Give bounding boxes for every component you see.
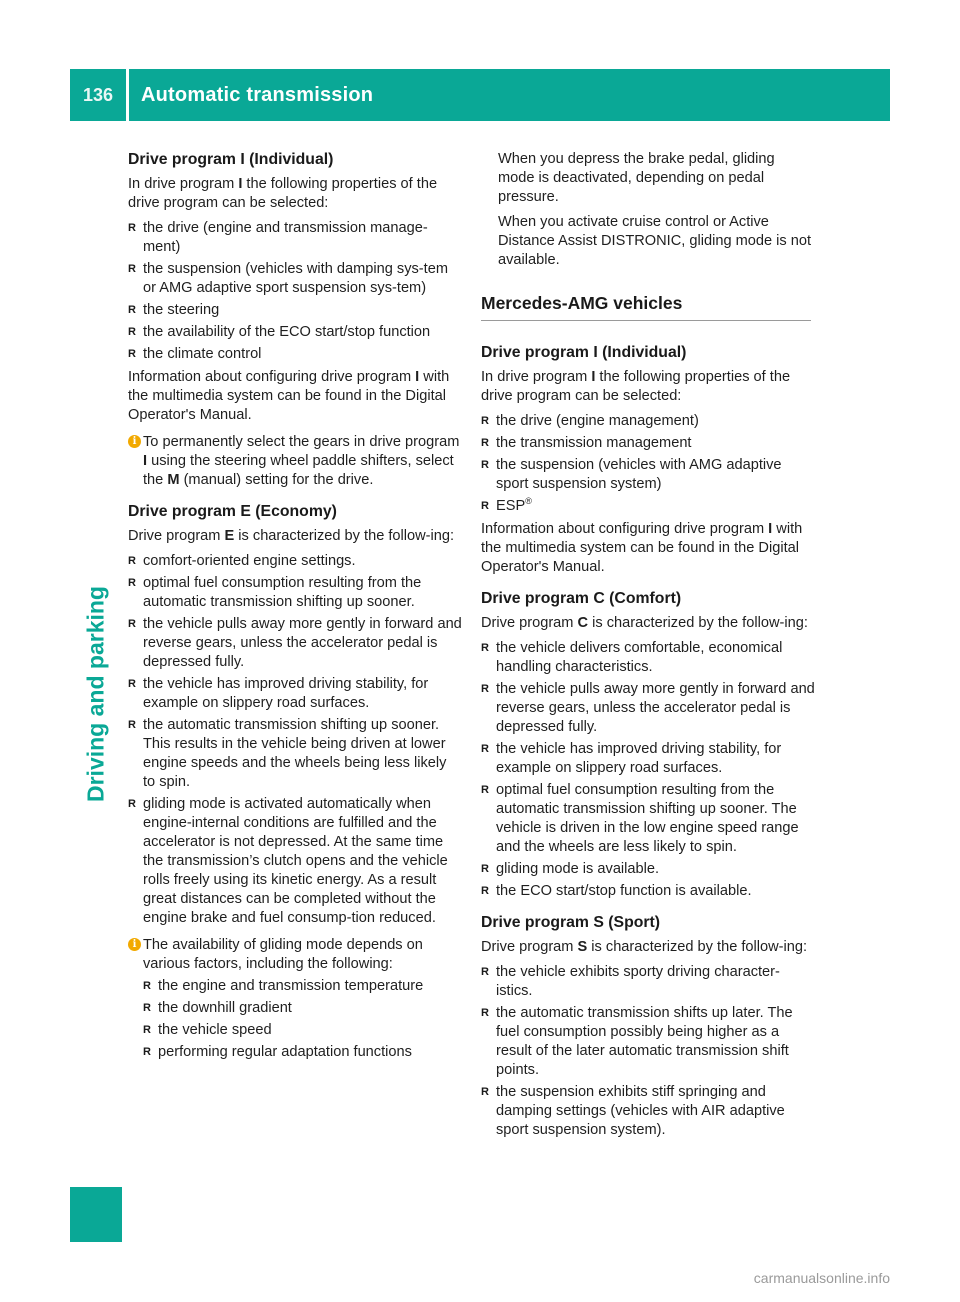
bullet-list (128, 552, 462, 928)
right-column (481, 150, 815, 1144)
page-header (70, 69, 890, 121)
list-item: R the downhill gradient (143, 1000, 292, 1016)
list-item: R gliding mode is available. (481, 861, 660, 877)
list-item: R the suspension (vehicles with AMG adaptive sport suspension system) (481, 457, 782, 492)
continuation-paragraph: When you activate cruise control or Active Distance Assist DISTRONIC, gliding mode is not available. (498, 214, 812, 268)
bullet-list (481, 639, 815, 901)
page-number: 136 (82, 84, 114, 105)
section-intro: Drive program C is characterized by the follow-ing: (481, 615, 808, 631)
watermark: carmanualsonline.info (753, 1270, 890, 1286)
section-comfort (481, 589, 815, 901)
list-item: R the vehicle pulls away more gently in forward and reverse gears, unless the accelerator pedal is depressed fully. (481, 681, 815, 735)
section-intro: Drive program E is characterized by the follow-ing: (128, 528, 455, 544)
section-economy (128, 502, 462, 1062)
continuation-paragraph: When you depress the brake pedal, gliding mode is deactivated, depending on pedal pressure. (498, 151, 775, 205)
list-item: R the drive (engine and transmission manage-ment) (128, 220, 428, 255)
section-title-amg: Mercedes-AMG vehicles (481, 292, 811, 321)
info-icon: i (128, 938, 141, 951)
section-heading: Drive program E (Economy) (128, 503, 337, 520)
left-column (128, 150, 462, 1068)
section-intro: In drive program I the following properties of the drive program can be selected: (481, 369, 791, 404)
list-item: R ESP® (481, 496, 532, 514)
list-item: R the vehicle speed (143, 1022, 272, 1038)
info-paragraph: Information about configuring drive program I with the multimedia system can be found in the Digital Operator's Manual. (128, 369, 450, 423)
section-heading: Drive program I (Individual) (481, 344, 687, 361)
section-heading: Drive program C (Comfort) (481, 590, 682, 607)
list-item: R the vehicle has improved driving stability, for example on slippery road surfaces. (128, 676, 429, 711)
list-item: R the ECO start/stop function is available. (481, 883, 752, 899)
section-heading: Drive program I (Individual) (128, 151, 334, 168)
list-item: R the climate control (128, 346, 262, 362)
list-item: R the suspension exhibits stiff springing and damping settings (vehicles with AIR adaptive sport suspension system). (481, 1084, 785, 1138)
list-item: R performing regular adaptation functions (143, 1044, 412, 1060)
gliding-continuation (481, 150, 815, 270)
info-note: i The availability of gliding mode depends on various factors, including the following: R the engine and transmission temperature R the downhill gradient R the vehicle speed R performing regular adaptation functions (128, 936, 462, 1062)
list-item: R the vehicle pulls away more gently in forward and reverse gears, unless the accelerator pedal is depressed fully. (128, 616, 462, 670)
bullet-list (481, 963, 815, 1140)
chapter-tab-label: Driving and parking (82, 586, 109, 802)
list-item: R the vehicle exhibits sporty driving character-istics. (481, 964, 780, 999)
list-item: R the drive (engine management) (481, 413, 699, 429)
section-sport (481, 913, 815, 1140)
list-item: R the availability of the ECO start/stop function (128, 324, 431, 340)
page-title: Automatic transmission (141, 83, 374, 106)
info-paragraph: Information about configuring drive program I with the multimedia system can be found in the Digital Operator's Manual. (481, 521, 803, 575)
list-item: R the steering (128, 302, 220, 318)
section-amg-individual (481, 343, 815, 577)
info-note: i To permanently select the gears in drive program I using the steering wheel paddle shifters, select the M (manual) setting for the drive. (128, 433, 462, 490)
sub-bullet-list (143, 977, 462, 1062)
section-heading: Drive program S (Sport) (481, 914, 661, 931)
bullet-list (481, 412, 815, 516)
section-intro: Drive program S is characterized by the follow-ing: (481, 939, 808, 955)
chapter-tab-marker (70, 1187, 122, 1242)
list-item: R optimal fuel consumption resulting from the automatic transmission shifting up sooner. (128, 575, 422, 610)
list-item: R optimal fuel consumption resulting from the automatic transmission shifting up sooner. The vehicle is driven in the low engine speed range and the wheels are less likely to spin. (481, 782, 799, 855)
section-intro: In drive program I the following properties of the drive program can be selected: (128, 176, 438, 211)
list-item: R the vehicle delivers comfortable, economical handling characteristics. (481, 640, 783, 675)
list-item: R gliding mode is activated automatically when engine-internal conditions are fulfilled and the accelerator is not depressed. At the same time the transmission’s clutch opens and the vehicle rolls freely using its kinetic energy. As a result great distances can be completed without the engine brake and fuel consump-tion reduced. (128, 796, 448, 926)
list-item: R the automatic transmission shifts up later. The fuel consumption possibly being higher as a result of the later automatic transmission shift points. (481, 1005, 793, 1078)
list-item: R the transmission management (481, 435, 692, 451)
bullet-list (128, 219, 462, 364)
list-item: R the suspension (vehicles with damping sys-tem or AMG adaptive sport suspension sys-tem) (128, 261, 448, 296)
section-individual (128, 150, 462, 490)
list-item: R the automatic transmission shifting up sooner. This results in the vehicle being driven at lower engine speeds and the wheels being less likely to spin. (128, 717, 447, 790)
list-item: R the engine and transmission temperature (143, 978, 424, 994)
info-icon: i (128, 435, 141, 448)
list-item: R comfort-oriented engine settings. (128, 553, 356, 569)
list-item: R the vehicle has improved driving stability, for example on slippery road surfaces. (481, 741, 782, 776)
